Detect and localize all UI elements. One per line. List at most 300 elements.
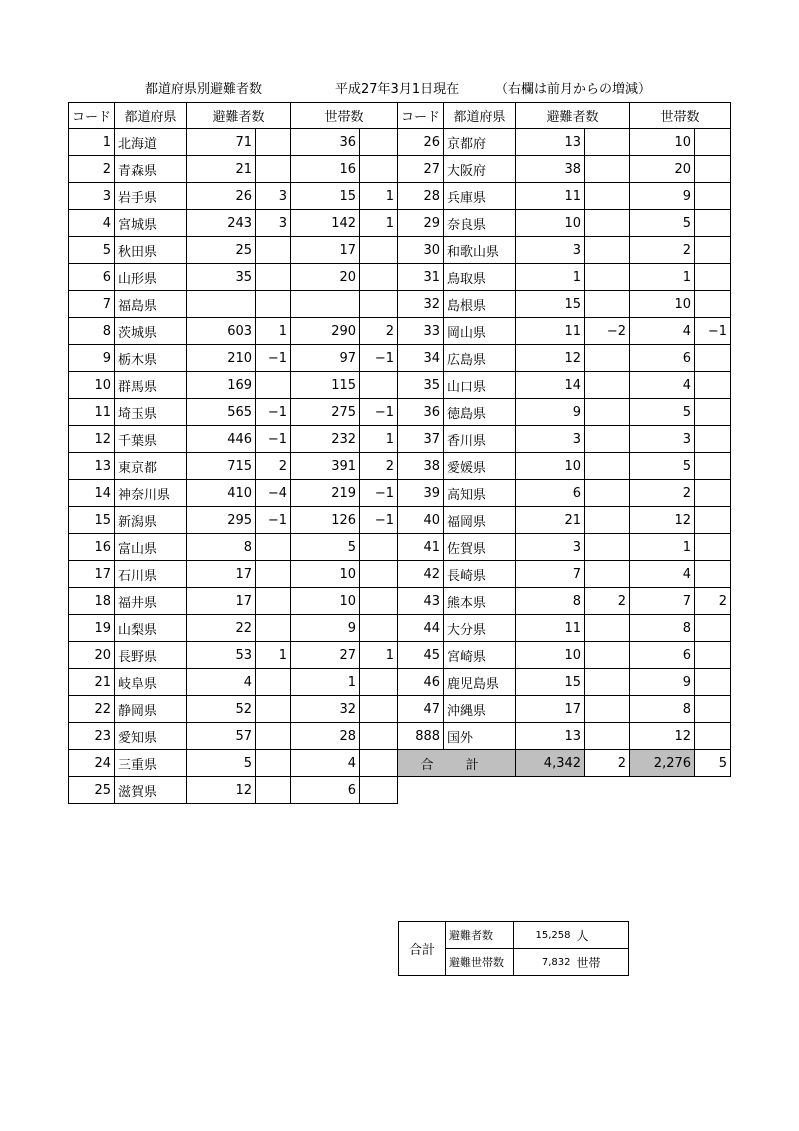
row-code: 23 [69, 723, 115, 750]
title-note: （右欄は前月からの増減） [495, 82, 652, 97]
row-prefecture-name: 岡山県 [444, 318, 516, 345]
row-evacuees: 4 [187, 669, 256, 696]
row-households-change [360, 615, 398, 642]
subtotal-row [398, 750, 731, 777]
row-households: 4 [630, 561, 695, 588]
row-evacuees-change [256, 372, 291, 399]
row-evacuees: 71 [187, 129, 256, 156]
row-households: 20 [291, 264, 360, 291]
row-households-change [695, 615, 731, 642]
row-evacuees: 5 [187, 750, 256, 777]
row-code: 34 [398, 345, 444, 372]
row-evacuees: 13 [516, 129, 585, 156]
table-row [398, 642, 731, 669]
row-households: 219 [291, 480, 360, 507]
table-row [69, 534, 398, 561]
row-households-change [695, 669, 731, 696]
row-households [291, 291, 360, 318]
row-evacuees-change: −1 [256, 426, 291, 453]
row-code: 22 [69, 696, 115, 723]
row-code: 16 [69, 534, 115, 561]
row-households-change: −1 [360, 480, 398, 507]
row-households-change [360, 588, 398, 615]
row-evacuees-change [585, 534, 630, 561]
row-evacuees-change [585, 129, 630, 156]
row-evacuees-change [585, 723, 630, 750]
row-evacuees: 26 [187, 183, 256, 210]
row-code: 5 [69, 237, 115, 264]
row-evacuees-change [256, 534, 291, 561]
row-households-change: 2 [360, 318, 398, 345]
row-evacuees-change [585, 696, 630, 723]
subtotal-households-change: 5 [695, 750, 731, 777]
row-households: 10 [630, 291, 695, 318]
row-code: 38 [398, 453, 444, 480]
row-evacuees-change [256, 264, 291, 291]
row-households-change [360, 372, 398, 399]
row-code: 43 [398, 588, 444, 615]
row-prefecture-name: 沖縄県 [444, 696, 516, 723]
row-code: 20 [69, 642, 115, 669]
row-households-change [360, 237, 398, 264]
row-households-change [695, 210, 731, 237]
row-prefecture-name: 埼玉県 [115, 399, 187, 426]
header-code: コード [69, 103, 115, 129]
row-households: 3 [630, 426, 695, 453]
row-evacuees-change [585, 264, 630, 291]
row-households-change: 1 [360, 183, 398, 210]
table-row [69, 642, 398, 669]
table-row [398, 723, 731, 750]
row-evacuees-change [256, 750, 291, 777]
row-prefecture-name: 国外 [444, 723, 516, 750]
header-evacuees: 避難者数 [516, 103, 630, 129]
row-prefecture-name: 兵庫県 [444, 183, 516, 210]
row-households: 20 [630, 156, 695, 183]
row-evacuees: 3 [516, 534, 585, 561]
row-evacuees: 17 [187, 588, 256, 615]
row-code: 10 [69, 372, 115, 399]
row-code: 13 [69, 453, 115, 480]
row-households-change [695, 156, 731, 183]
row-prefecture-name: 山口県 [444, 372, 516, 399]
row-code: 24 [69, 750, 115, 777]
row-evacuees-change [585, 210, 630, 237]
row-households-change [360, 723, 398, 750]
row-households-change [360, 291, 398, 318]
row-evacuees-change [256, 291, 291, 318]
row-evacuees-change [585, 507, 630, 534]
table-row [398, 372, 731, 399]
table-row [398, 318, 731, 345]
row-households: 9 [630, 183, 695, 210]
row-households: 5 [630, 453, 695, 480]
row-evacuees: 8 [187, 534, 256, 561]
table-row [69, 399, 398, 426]
row-households: 290 [291, 318, 360, 345]
table-row [69, 561, 398, 588]
row-prefecture-name: 岩手県 [115, 183, 187, 210]
row-households-change [695, 129, 731, 156]
row-households: 4 [291, 750, 360, 777]
row-households-change [360, 534, 398, 561]
row-evacuees: 1 [516, 264, 585, 291]
row-households-change [695, 183, 731, 210]
row-prefecture-name: 石川県 [115, 561, 187, 588]
row-prefecture-name: 千葉県 [115, 426, 187, 453]
grand-total-evac-unit: 人 [574, 922, 629, 949]
table-row [398, 480, 731, 507]
row-evacuees-change [585, 291, 630, 318]
row-code: 29 [398, 210, 444, 237]
row-households: 7 [630, 588, 695, 615]
table-row [69, 588, 398, 615]
row-households-change [695, 561, 731, 588]
row-prefecture-name: 島根県 [444, 291, 516, 318]
row-evacuees-change [585, 345, 630, 372]
row-evacuees: 3 [516, 426, 585, 453]
row-evacuees-change: −1 [256, 399, 291, 426]
row-evacuees: 3 [516, 237, 585, 264]
row-households: 36 [291, 129, 360, 156]
row-code: 888 [398, 723, 444, 750]
row-evacuees-change [256, 561, 291, 588]
row-households-change [360, 561, 398, 588]
row-prefecture-name: 滋賀県 [115, 777, 187, 804]
row-households: 1 [291, 669, 360, 696]
row-prefecture-name: 富山県 [115, 534, 187, 561]
row-evacuees: 446 [187, 426, 256, 453]
table-row [69, 777, 398, 804]
row-evacuees-change [585, 426, 630, 453]
header-households: 世帯数 [291, 103, 398, 129]
row-households: 8 [630, 615, 695, 642]
row-evacuees-change [585, 156, 630, 183]
row-households-change [695, 453, 731, 480]
row-evacuees: 13 [516, 723, 585, 750]
row-code: 8 [69, 318, 115, 345]
row-code: 40 [398, 507, 444, 534]
table-row [69, 129, 398, 156]
row-code: 36 [398, 399, 444, 426]
row-evacuees: 11 [516, 615, 585, 642]
row-code: 12 [69, 426, 115, 453]
row-code: 31 [398, 264, 444, 291]
row-evacuees: 565 [187, 399, 256, 426]
row-code: 6 [69, 264, 115, 291]
row-households: 32 [291, 696, 360, 723]
row-prefecture-name: 熊本県 [444, 588, 516, 615]
row-code: 1 [69, 129, 115, 156]
row-evacuees-change: 3 [256, 183, 291, 210]
row-households-change [695, 426, 731, 453]
row-households-change [695, 642, 731, 669]
row-evacuees: 22 [187, 615, 256, 642]
row-households-change [695, 291, 731, 318]
header-code: コード [398, 103, 444, 129]
row-prefecture-name: 新潟県 [115, 507, 187, 534]
table-row [69, 615, 398, 642]
table-row [69, 345, 398, 372]
row-prefecture-name: 京都府 [444, 129, 516, 156]
row-evacuees: 10 [516, 642, 585, 669]
row-evacuees: 295 [187, 507, 256, 534]
row-prefecture-name: 長野県 [115, 642, 187, 669]
row-evacuees-change [585, 480, 630, 507]
row-prefecture-name: 長崎県 [444, 561, 516, 588]
right-prefecture-table [397, 102, 731, 777]
row-households: 1 [630, 534, 695, 561]
row-prefecture-name: 愛知県 [115, 723, 187, 750]
row-code: 3 [69, 183, 115, 210]
row-evacuees: 21 [516, 507, 585, 534]
title-heading: 都道府県別避難者数 [145, 82, 263, 97]
row-households: 27 [291, 642, 360, 669]
row-code: 33 [398, 318, 444, 345]
row-code: 41 [398, 534, 444, 561]
row-households-change [695, 507, 731, 534]
table-row [398, 291, 731, 318]
row-evacuees-change [256, 129, 291, 156]
row-evacuees-change: −2 [585, 318, 630, 345]
row-prefecture-name: 大分県 [444, 615, 516, 642]
table-row [398, 426, 731, 453]
row-prefecture-name: 奈良県 [444, 210, 516, 237]
row-code: 17 [69, 561, 115, 588]
row-code: 25 [69, 777, 115, 804]
table-row [69, 264, 398, 291]
row-households: 28 [291, 723, 360, 750]
row-evacuees: 210 [187, 345, 256, 372]
header-prefecture: 都道府県 [444, 103, 516, 129]
row-code: 15 [69, 507, 115, 534]
row-evacuees-change [585, 561, 630, 588]
row-evacuees-change [256, 615, 291, 642]
row-evacuees-change [585, 399, 630, 426]
row-households: 4 [630, 318, 695, 345]
row-prefecture-name: 広島県 [444, 345, 516, 372]
row-evacuees: 603 [187, 318, 256, 345]
row-evacuees-change: 1 [256, 642, 291, 669]
row-households: 9 [630, 669, 695, 696]
row-evacuees-change [256, 723, 291, 750]
row-evacuees: 17 [187, 561, 256, 588]
row-evacuees: 715 [187, 453, 256, 480]
table-row [398, 588, 731, 615]
row-prefecture-name: 宮崎県 [444, 642, 516, 669]
row-households: 5 [630, 399, 695, 426]
row-prefecture-name: 福島県 [115, 291, 187, 318]
row-prefecture-name: 山形県 [115, 264, 187, 291]
row-evacuees-change: 2 [585, 588, 630, 615]
row-prefecture-name: 群馬県 [115, 372, 187, 399]
row-households: 4 [630, 372, 695, 399]
row-evacuees: 12 [187, 777, 256, 804]
row-households: 1 [630, 264, 695, 291]
row-evacuees: 15 [516, 291, 585, 318]
row-prefecture-name: 神奈川県 [115, 480, 187, 507]
row-households: 6 [291, 777, 360, 804]
row-prefecture-name: 愛媛県 [444, 453, 516, 480]
row-prefecture-name: 三重県 [115, 750, 187, 777]
row-households-change [695, 372, 731, 399]
row-households: 5 [630, 210, 695, 237]
row-evacuees: 169 [187, 372, 256, 399]
row-evacuees: 8 [516, 588, 585, 615]
row-evacuees-change [256, 696, 291, 723]
row-code: 11 [69, 399, 115, 426]
row-households: 97 [291, 345, 360, 372]
table-row [398, 507, 731, 534]
row-households-change [695, 399, 731, 426]
row-households: 9 [291, 615, 360, 642]
row-households-change [695, 345, 731, 372]
row-prefecture-name: 高知県 [444, 480, 516, 507]
row-prefecture-name: 山梨県 [115, 615, 187, 642]
row-evacuees-change [585, 237, 630, 264]
subtotal-evacuees: 4,342 [516, 750, 585, 777]
row-evacuees: 52 [187, 696, 256, 723]
row-households: 16 [291, 156, 360, 183]
row-code: 27 [398, 156, 444, 183]
table-row [69, 318, 398, 345]
row-code: 45 [398, 642, 444, 669]
row-prefecture-name: 香川県 [444, 426, 516, 453]
row-code: 30 [398, 237, 444, 264]
table-row [398, 210, 731, 237]
row-code: 2 [69, 156, 115, 183]
row-prefecture-name: 岐阜県 [115, 669, 187, 696]
row-evacuees-change [585, 669, 630, 696]
table-row [398, 453, 731, 480]
row-code: 28 [398, 183, 444, 210]
row-households-change: −1 [695, 318, 731, 345]
grand-total-evac-label: 避難者数 [446, 922, 514, 949]
table-row [69, 291, 398, 318]
row-evacuees-change [585, 453, 630, 480]
table-row [398, 669, 731, 696]
subtotal-label: 合 計 [398, 750, 516, 777]
row-code: 46 [398, 669, 444, 696]
row-households-change: −1 [360, 507, 398, 534]
row-households-change: −1 [360, 399, 398, 426]
header-evacuees: 避難者数 [187, 103, 291, 129]
table-row [69, 507, 398, 534]
row-households-change [360, 129, 398, 156]
row-prefecture-name: 東京都 [115, 453, 187, 480]
row-prefecture-name: 福井県 [115, 588, 187, 615]
row-households: 115 [291, 372, 360, 399]
row-code: 4 [69, 210, 115, 237]
row-prefecture-name: 徳島県 [444, 399, 516, 426]
row-evacuees-change: 1 [256, 318, 291, 345]
table-row [398, 561, 731, 588]
row-evacuees: 11 [516, 183, 585, 210]
grand-total-hh-value: 7,832 [514, 949, 574, 976]
row-prefecture-name: 佐賀県 [444, 534, 516, 561]
row-households-change: 1 [360, 210, 398, 237]
row-households-change: 1 [360, 426, 398, 453]
row-evacuees: 7 [516, 561, 585, 588]
table-header-row [398, 103, 731, 129]
row-households-change [695, 480, 731, 507]
table-row [398, 615, 731, 642]
row-households: 6 [630, 642, 695, 669]
row-households: 5 [291, 534, 360, 561]
row-evacuees-change: −4 [256, 480, 291, 507]
row-households-change: 1 [360, 642, 398, 669]
row-evacuees-change: 2 [256, 453, 291, 480]
row-code: 9 [69, 345, 115, 372]
row-households-change: 2 [695, 588, 731, 615]
row-households-change [695, 534, 731, 561]
row-evacuees: 10 [516, 210, 585, 237]
row-prefecture-name: 茨城県 [115, 318, 187, 345]
row-code: 26 [398, 129, 444, 156]
row-evacuees: 243 [187, 210, 256, 237]
row-prefecture-name: 大阪府 [444, 156, 516, 183]
row-households: 232 [291, 426, 360, 453]
grand-total-box [398, 921, 629, 976]
table-row [69, 183, 398, 210]
row-households-change [360, 669, 398, 696]
table-row [69, 372, 398, 399]
row-evacuees: 21 [187, 156, 256, 183]
table-row [398, 264, 731, 291]
row-households: 2 [630, 480, 695, 507]
table-row [69, 723, 398, 750]
table-header-row [69, 103, 398, 129]
row-evacuees: 35 [187, 264, 256, 291]
table-row [398, 237, 731, 264]
row-households: 6 [630, 345, 695, 372]
row-evacuees: 6 [516, 480, 585, 507]
row-households-change [360, 156, 398, 183]
row-evacuees-change [256, 588, 291, 615]
subtotal-evacuees-change: 2 [585, 750, 630, 777]
title-date: 平成27年3月1日現在 [335, 82, 460, 97]
row-evacuees-change: −1 [256, 507, 291, 534]
table-row [398, 399, 731, 426]
row-households: 15 [291, 183, 360, 210]
row-code: 18 [69, 588, 115, 615]
header-households: 世帯数 [630, 103, 731, 129]
row-households-change [695, 723, 731, 750]
row-evacuees-change [585, 372, 630, 399]
row-households: 8 [630, 696, 695, 723]
row-prefecture-name: 鹿児島県 [444, 669, 516, 696]
row-prefecture-name: 北海道 [115, 129, 187, 156]
row-evacuees-change [256, 669, 291, 696]
row-evacuees: 9 [516, 399, 585, 426]
table-row [69, 210, 398, 237]
row-evacuees-change: −1 [256, 345, 291, 372]
row-households: 2 [630, 237, 695, 264]
row-code: 39 [398, 480, 444, 507]
row-households: 10 [291, 588, 360, 615]
grand-total-hh-label: 避難世帯数 [446, 949, 514, 976]
row-prefecture-name: 和歌山県 [444, 237, 516, 264]
row-prefecture-name: 宮城県 [115, 210, 187, 237]
row-households: 10 [630, 129, 695, 156]
row-prefecture-name: 鳥取県 [444, 264, 516, 291]
row-households-change [695, 237, 731, 264]
table-row [69, 156, 398, 183]
table-row [69, 669, 398, 696]
row-households-change [695, 696, 731, 723]
row-evacuees-change: 3 [256, 210, 291, 237]
table-row [69, 750, 398, 777]
